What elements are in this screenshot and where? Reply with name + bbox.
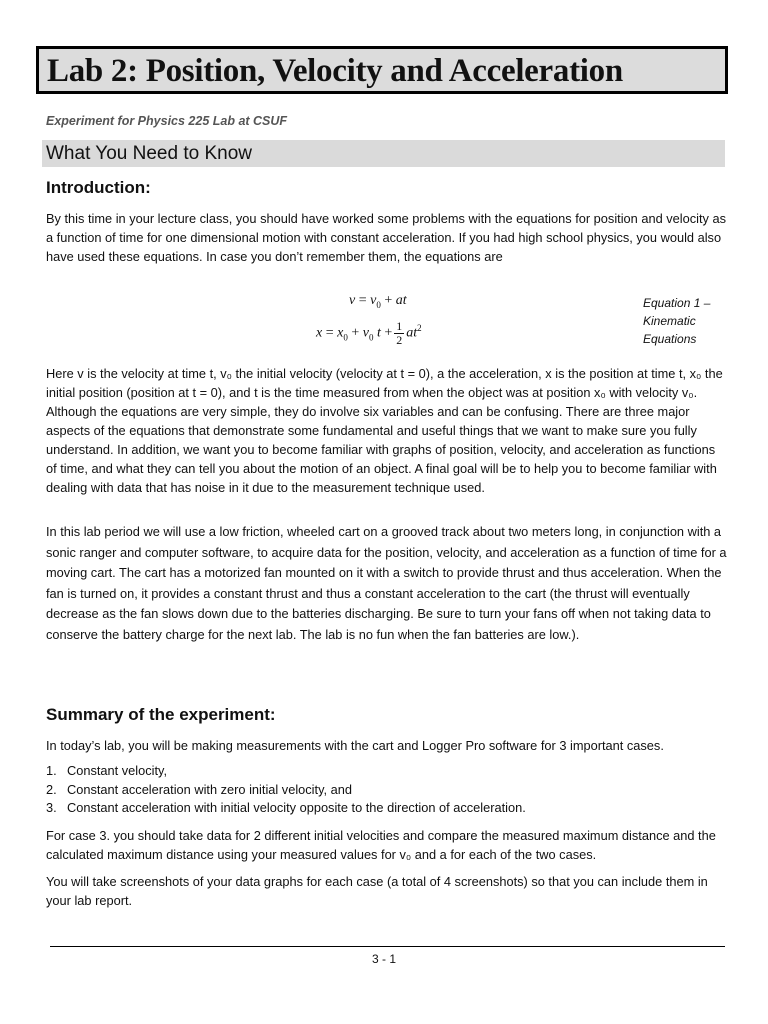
- list-item: 2. Constant acceleration with zero initial velocity, and: [46, 781, 352, 797]
- title-box: [36, 46, 728, 94]
- page-number: 3 - 1: [371, 952, 396, 966]
- equation-velocity: $v = v_0$ + at: [349, 293, 407, 310]
- introduction-heading: Introduction:: [46, 178, 151, 197]
- list-item: 3. Constant acceleration with initial velocity opposite to the direction of acceleration.: [46, 800, 526, 815]
- section-heading-band: [42, 140, 725, 167]
- intro-paragraph-2: Here v is the velocity at time t, v₀ the initial velocity (velocity at t = 0), a the acceleration, x is the position at time t, x₀ the initial position (position at t = 0), and t is the time measured from when the object was at position x₀ with velocity v₀. Although the equations are very simple, they do involve six variables and can be confusing. There are three major aspects of the equations that demonstrate some fundamental and useful things that we want to make sure you fully understand. In addition, we want you to become familiar with graphs of position, velocity, and acceleration as functions of time, and what they can tell you about the motion of an object. A final goal will be to help you to become familiar with dealing with data that has noise in it due to the measurement technique used.: [46, 366, 723, 495]
- summary-screenshots-paragraph: You will take screenshots of your data graphs for each case (a total of 4 screenshots) so that you can include them in your lab report.: [46, 874, 708, 908]
- list-item: 1. Constant velocity,: [46, 763, 168, 778]
- intro-paragraph-1: By this time in your lecture class, you should have worked some problems with the equations for position and velocity as a function of time for one dimensional motion with constant acceleration. If you had high school physics, you would also have used these equations. In case you don’t remember them, the equations are: [46, 211, 726, 264]
- page-title: Lab 2: Position, Velocity and Acceleration: [47, 53, 623, 89]
- summary-heading: Summary of the experiment:: [46, 705, 276, 724]
- summary-case3-paragraph: For case 3. you should take data for 2 different initial velocities and compare the measured maximum distance and the calculated maximum distance using your measured values for v₀ and a for each of the two cases.: [46, 828, 716, 862]
- equation-caption: Equation 1 – Kinematic Equations: [643, 296, 711, 346]
- summary-intro: In today’s lab, you will be making measurements with the cart and Logger Pro software for 3 important cases.: [46, 738, 664, 753]
- cases-list: [46, 762, 526, 818]
- footer-divider: [50, 946, 725, 947]
- section-heading: What You Need to Know: [46, 143, 252, 164]
- subtitle: Experiment for Physics 225 Lab at CSUF: [46, 114, 288, 128]
- intro-paragraph-3: In this lab period we will use a low friction, wheeled cart on a grooved track about two meters long, in conjunction with a sonic ranger and computer software, to acquire data for the position, velocity, and acceleration as a function of time for a moving cart. The cart has a motorized fan mounted on it with a switch to provide thrust and thus acceleration. When the fan is turned on, it provides a constant thrust and thus a constant acceleration to the cart (the thrust will eventually decrease as the fan slows down due to the batteries discharging. Be sure to turn your fans off when not taking data to conserve the battery charge for the next lab. The lab is no fun when the fan batteries are low.).: [46, 524, 727, 642]
- equation-position: $x = x_0 + v_0$ t + $\frac{1}{2}$ $at^2$: [316, 319, 422, 347]
